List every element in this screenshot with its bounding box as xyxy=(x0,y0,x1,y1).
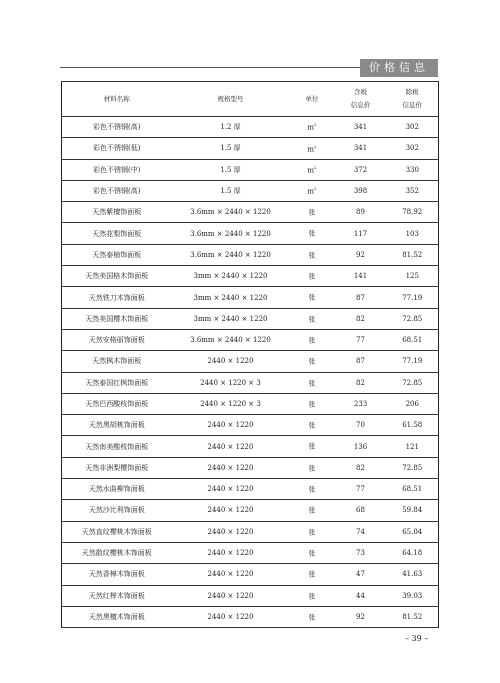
cell-unit xyxy=(290,542,335,563)
cell-tax-incl: 44 xyxy=(335,585,387,606)
cell-name: 彩色不锈钢(中) xyxy=(62,159,172,180)
cell-tax-incl: 398 xyxy=(335,180,387,201)
cell-spec: 1.5 厚 xyxy=(172,138,290,159)
table-row xyxy=(62,479,439,500)
cell-spec: 3.6mm × 2440 × 1220 xyxy=(172,223,290,244)
col-header-tax-incl xyxy=(335,82,387,117)
cell-unit xyxy=(290,521,335,542)
table-row xyxy=(62,542,439,563)
cell-tax-excl: 77.19 xyxy=(387,287,439,308)
cell-unit xyxy=(290,308,335,329)
unit-superscript: 2 xyxy=(314,165,317,171)
cell-unit xyxy=(290,287,335,308)
unit-text: 张 xyxy=(308,591,316,600)
cell-tax-incl: 73 xyxy=(335,542,387,563)
cell-spec: 2440 × 1220 xyxy=(172,564,290,585)
cell-tax-incl: 233 xyxy=(335,393,387,414)
cell-unit xyxy=(290,159,335,180)
cell-name: 天然红榉木饰面板 xyxy=(62,585,172,606)
cell-unit xyxy=(290,500,335,521)
cell-spec: 2440 × 1220 xyxy=(172,500,290,521)
cell-tax-excl: 72.85 xyxy=(387,372,439,393)
cell-tax-excl: 81.52 xyxy=(387,244,439,265)
cell-spec: 2440 × 1220 × 3 xyxy=(172,372,290,393)
table-row xyxy=(62,372,439,393)
table-row xyxy=(62,202,439,223)
table-row xyxy=(62,457,439,478)
header-rule xyxy=(60,67,360,68)
cell-spec: 1.2 厚 xyxy=(172,117,290,138)
cell-tax-excl: 64.18 xyxy=(387,542,439,563)
unit-text: 张 xyxy=(308,229,316,238)
cell-unit xyxy=(290,138,335,159)
col-header-unit: 单位 xyxy=(290,82,335,117)
table-row xyxy=(62,244,439,265)
cell-spec: 2440 × 1220 xyxy=(172,351,290,372)
table-row xyxy=(62,564,439,585)
unit-text: 张 xyxy=(308,549,316,558)
cell-name: 天然巴西酸枝饰面板 xyxy=(62,393,172,414)
unit-text: 张 xyxy=(308,208,316,217)
table-row xyxy=(62,436,439,457)
cell-spec: 3.6mm × 2440 × 1220 xyxy=(172,202,290,223)
cell-tax-excl: 59.84 xyxy=(387,500,439,521)
table-row xyxy=(62,585,439,606)
cell-unit xyxy=(290,606,335,627)
cell-name: 天然泰柚饰面板 xyxy=(62,244,172,265)
unit-text: 张 xyxy=(308,357,316,366)
cell-name: 天然水曲柳饰面板 xyxy=(62,479,172,500)
table-header-row xyxy=(62,82,439,117)
unit-text: 张 xyxy=(308,336,316,345)
col-header-spec: 规格型号 xyxy=(172,82,290,117)
cell-tax-excl: 72.85 xyxy=(387,457,439,478)
section-banner: 价格信息 xyxy=(360,59,438,77)
cell-name: 天然非洲梨樱饰面板 xyxy=(62,457,172,478)
cell-tax-excl: 352 xyxy=(387,180,439,201)
cell-name: 天然散纹樱桃木饰面板 xyxy=(62,542,172,563)
cell-spec: 2440 × 1220 xyxy=(172,585,290,606)
cell-tax-excl: 77.19 xyxy=(387,351,439,372)
unit-text: 张 xyxy=(308,527,316,536)
unit-text: 张 xyxy=(308,485,316,494)
unit-text: m xyxy=(307,166,315,175)
cell-tax-incl: 82 xyxy=(335,308,387,329)
cell-name: 天然泰国红枫饰面板 xyxy=(62,372,172,393)
cell-spec: 3mm × 2440 × 1220 xyxy=(172,308,290,329)
table-row xyxy=(62,117,439,138)
cell-tax-incl: 92 xyxy=(335,244,387,265)
cell-tax-excl: 121 xyxy=(387,436,439,457)
unit-text: 张 xyxy=(308,442,316,451)
cell-spec: 3.6mm × 2440 × 1220 xyxy=(172,244,290,265)
cell-tax-excl: 68.51 xyxy=(387,479,439,500)
cell-tax-excl: 81.52 xyxy=(387,606,439,627)
cell-tax-excl: 302 xyxy=(387,138,439,159)
cell-name: 彩色不锈钢(低) xyxy=(62,138,172,159)
cell-spec: 2440 × 1220 xyxy=(172,542,290,563)
cell-tax-excl: 61.58 xyxy=(387,415,439,436)
cell-tax-incl: 341 xyxy=(335,138,387,159)
unit-text: 张 xyxy=(308,400,316,409)
unit-text: 张 xyxy=(308,314,316,323)
unit-text: 张 xyxy=(308,464,316,473)
cell-unit xyxy=(290,415,335,436)
cell-name: 彩色不锈钢(高) xyxy=(62,180,172,201)
unit-text: 张 xyxy=(308,378,316,387)
cell-tax-excl: 65.04 xyxy=(387,521,439,542)
cell-tax-excl: 72.85 xyxy=(387,308,439,329)
cell-tax-excl: 330 xyxy=(387,159,439,180)
cell-name: 天然铁刀木饰面板 xyxy=(62,287,172,308)
cell-tax-incl: 89 xyxy=(335,202,387,223)
cell-tax-incl: 74 xyxy=(335,521,387,542)
unit-text: m xyxy=(307,187,315,196)
unit-text: 张 xyxy=(308,272,316,281)
cell-name: 天然南美酸枝饰面板 xyxy=(62,436,172,457)
cell-name: 天然安格丽饰面板 xyxy=(62,329,172,350)
cell-name: 天然黑胡桃饰面板 xyxy=(62,415,172,436)
cell-tax-incl: 141 xyxy=(335,266,387,287)
cell-tax-incl: 82 xyxy=(335,372,387,393)
cell-unit xyxy=(290,372,335,393)
cell-unit xyxy=(290,436,335,457)
table-row xyxy=(62,138,439,159)
cell-spec: 1.5 厚 xyxy=(172,159,290,180)
unit-text: m xyxy=(307,145,315,154)
col-header-tax-incl-line1: 含税 xyxy=(354,88,367,96)
col-header-name: 材料名称 xyxy=(62,82,172,117)
cell-tax-incl: 117 xyxy=(335,223,387,244)
cell-unit xyxy=(290,117,335,138)
cell-name: 天然香樟木饰面板 xyxy=(62,564,172,585)
cell-unit xyxy=(290,180,335,201)
table-row xyxy=(62,266,439,287)
cell-spec: 3mm × 2440 × 1220 xyxy=(172,287,290,308)
cell-unit xyxy=(290,223,335,244)
table-row xyxy=(62,351,439,372)
cell-spec: 3.6mm × 2440 × 1220 xyxy=(172,329,290,350)
cell-spec: 2440 × 1220 xyxy=(172,457,290,478)
page-number: – 39 – xyxy=(405,634,429,643)
cell-name: 天然直纹樱桃木饰面板 xyxy=(62,521,172,542)
table-row xyxy=(62,521,439,542)
table-row xyxy=(62,329,439,350)
col-header-tax-excl-line2: 信息价 xyxy=(402,101,422,109)
unit-text: 张 xyxy=(308,613,316,622)
table-body xyxy=(62,117,439,628)
cell-spec: 1.5 厚 xyxy=(172,180,290,201)
col-header-tax-excl xyxy=(387,82,439,117)
cell-unit xyxy=(290,329,335,350)
cell-spec: 2440 × 1220 xyxy=(172,415,290,436)
table-row xyxy=(62,180,439,201)
cell-name: 彩色不锈钢(高) xyxy=(62,117,172,138)
cell-unit xyxy=(290,202,335,223)
cell-tax-incl: 87 xyxy=(335,287,387,308)
cell-tax-incl: 136 xyxy=(335,436,387,457)
cell-tax-incl: 82 xyxy=(335,457,387,478)
cell-unit xyxy=(290,244,335,265)
cell-tax-incl: 77 xyxy=(335,329,387,350)
cell-tax-incl: 372 xyxy=(335,159,387,180)
unit-text: 张 xyxy=(308,421,316,430)
cell-unit xyxy=(290,585,335,606)
table-row xyxy=(62,287,439,308)
cell-name: 天然花梨饰面板 xyxy=(62,223,172,244)
cell-unit xyxy=(290,564,335,585)
cell-name: 天然美国格木饰面板 xyxy=(62,266,172,287)
unit-text: 张 xyxy=(308,570,316,579)
unit-text: 张 xyxy=(308,293,316,302)
unit-text: 张 xyxy=(308,506,316,515)
col-header-tax-incl-line2: 信息价 xyxy=(350,101,371,109)
cell-spec: 3mm × 2440 × 1220 xyxy=(172,266,290,287)
unit-superscript: 2 xyxy=(314,143,317,149)
cell-tax-excl: 125 xyxy=(387,266,439,287)
cell-tax-excl: 39.03 xyxy=(387,585,439,606)
unit-text: 张 xyxy=(308,251,316,260)
col-header-tax-excl-line1: 除税 xyxy=(405,88,419,96)
cell-tax-incl: 70 xyxy=(335,415,387,436)
unit-superscript: 2 xyxy=(314,186,317,192)
cell-tax-incl: 47 xyxy=(335,564,387,585)
cell-tax-excl: 78.92 xyxy=(387,202,439,223)
price-table xyxy=(61,81,439,628)
unit-text: m xyxy=(307,123,315,132)
table-row xyxy=(62,606,439,627)
cell-unit xyxy=(290,479,335,500)
cell-tax-excl: 68.51 xyxy=(387,329,439,350)
unit-superscript: 2 xyxy=(314,122,317,128)
cell-name: 天然沙比利饰面板 xyxy=(62,500,172,521)
table-row xyxy=(62,500,439,521)
cell-tax-incl: 341 xyxy=(335,117,387,138)
table-row xyxy=(62,308,439,329)
cell-tax-incl: 77 xyxy=(335,479,387,500)
cell-name: 天然紫檀饰面板 xyxy=(62,202,172,223)
cell-unit xyxy=(290,457,335,478)
cell-unit xyxy=(290,393,335,414)
cell-unit xyxy=(290,351,335,372)
cell-name: 天然黑檀木饰面板 xyxy=(62,606,172,627)
cell-spec: 2440 × 1220 xyxy=(172,521,290,542)
cell-spec: 2440 × 1220 xyxy=(172,436,290,457)
table-row xyxy=(62,223,439,244)
cell-spec: 2440 × 1220 × 3 xyxy=(172,393,290,414)
cell-tax-excl: 41.63 xyxy=(387,564,439,585)
table-row xyxy=(62,393,439,414)
cell-tax-incl: 87 xyxy=(335,351,387,372)
cell-tax-excl: 206 xyxy=(387,393,439,414)
cell-name: 天然枫木饰面板 xyxy=(62,351,172,372)
cell-spec: 2440 × 1220 xyxy=(172,479,290,500)
cell-tax-excl: 103 xyxy=(387,223,439,244)
table-row xyxy=(62,415,439,436)
cell-tax-excl: 302 xyxy=(387,117,439,138)
cell-name: 天然美国樱木饰面板 xyxy=(62,308,172,329)
table-row xyxy=(62,159,439,180)
cell-unit xyxy=(290,266,335,287)
cell-spec: 2440 × 1220 xyxy=(172,606,290,627)
cell-tax-incl: 68 xyxy=(335,500,387,521)
cell-tax-incl: 92 xyxy=(335,606,387,627)
